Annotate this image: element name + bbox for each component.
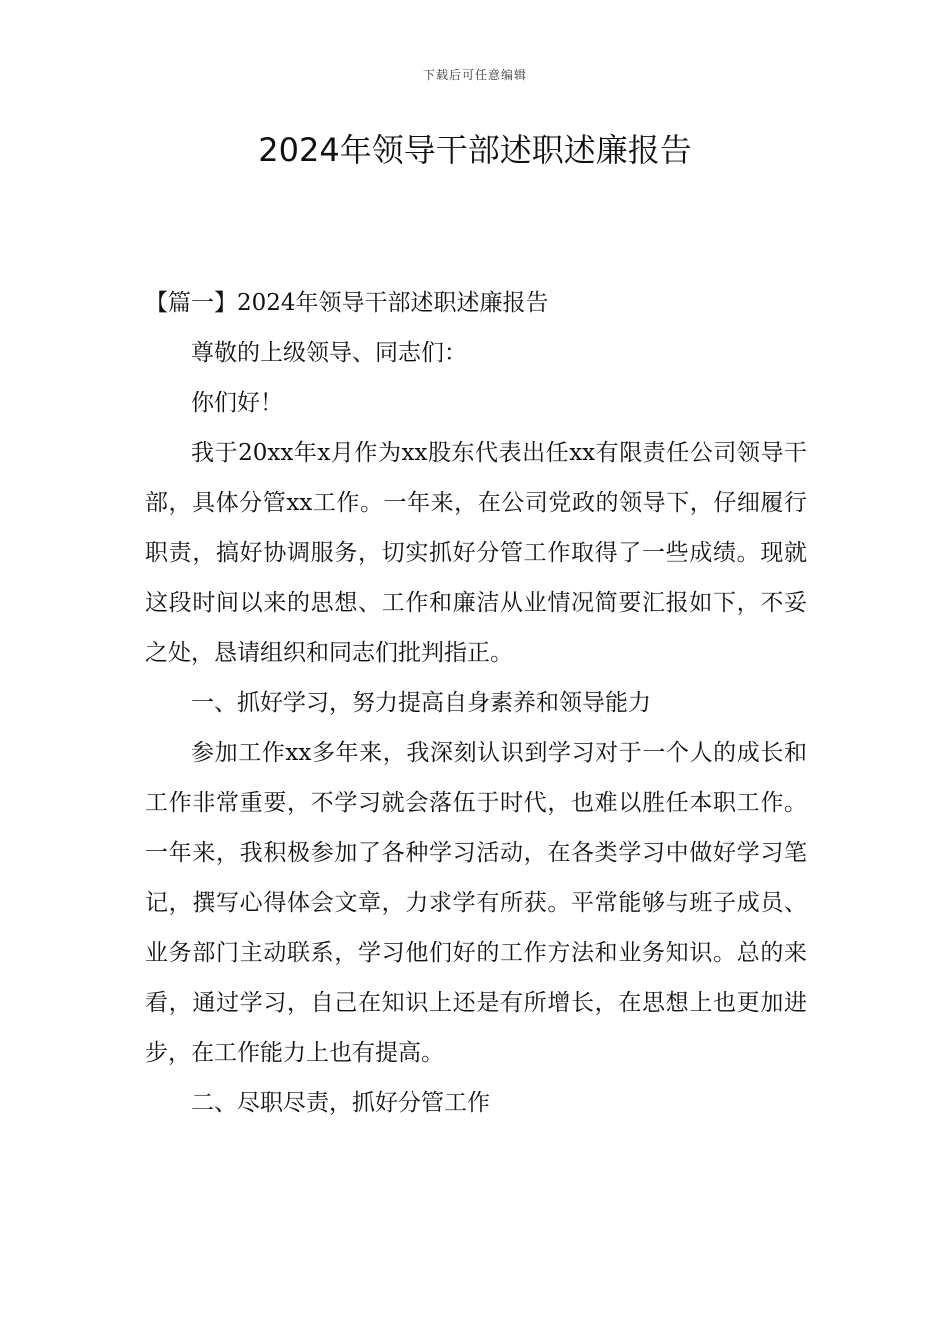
document-body <box>145 278 807 1128</box>
intro-paragraph: 我于20xx年x月作为xx股东代表出任xx有限责任公司领导干部，具体分管xx工作。一年来，在公司党政的领导下，仔细履行职责，搞好协调服务，切实抓好分管工作取得了一些成绩。现就这段时间以来的思想、工作和廉洁从业情况简要汇报如下，不妥之处，恳请组织和同志们批判指正。 <box>145 440 807 666</box>
section-heading-one: 一、抓好学习，努力提高自身素养和领导能力 <box>191 690 651 716</box>
salutation: 尊敬的上级领导、同志们： <box>191 340 467 366</box>
header-note: 下载后可任意编辑 <box>422 68 527 82</box>
greeting: 你们好！ <box>191 390 283 416</box>
section-heading-part-one: 【篇一】2024年领导干部述职述廉报告 <box>145 290 549 316</box>
study-paragraph: 参加工作xx多年来，我深刻认识到学习对于一个人的成长和工作非常重要，不学习就会落伍于时代，也难以胜任本职工作。一年来，我积极参加了各种学习活动，在各类学习中做好学习笔记，撰写心得体会文章，力求学有所获。平常能够与班子成员、业务部门主动联系，学习他们好的工作方法和业务知识。总的来看，通过学习，自己在知识上还是有所增长，在思想上也更加进步，在工作能力上也有提高。 <box>145 740 807 1066</box>
section-heading-two: 二、尽职尽责，抓好分管工作 <box>191 1090 490 1116</box>
document-title: 2024年领导干部述职述廉报告 <box>258 131 692 169</box>
